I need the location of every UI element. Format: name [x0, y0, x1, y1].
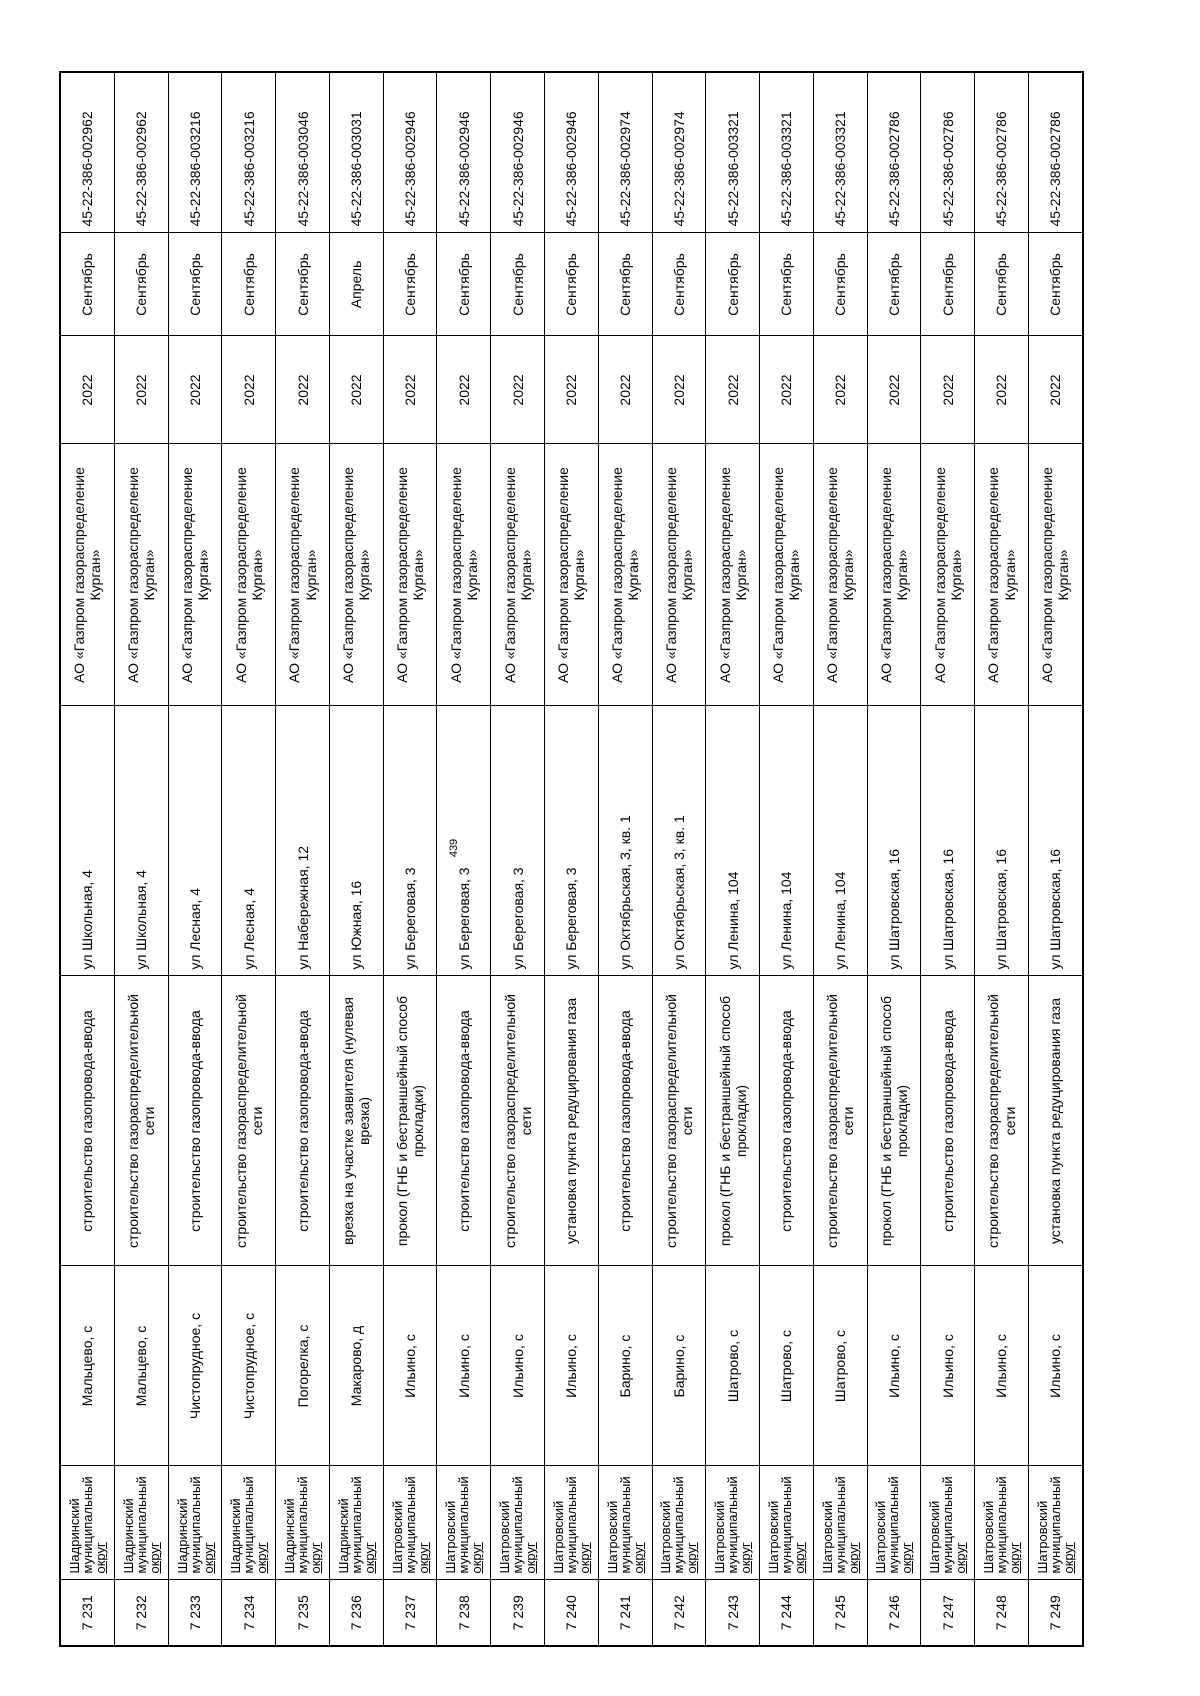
organization-cell: АО «Газпром газораспределение Курган»: [114, 444, 168, 706]
address-cell: ул Лесная, 4: [168, 706, 222, 976]
application-code-cell: 45-22-386-003216: [168, 72, 222, 233]
district-suffix: округ: [738, 1542, 754, 1574]
district-name: Шатровский муниципальный: [1034, 1476, 1063, 1574]
municipal-district-cell: [276, 1466, 330, 1580]
application-code-cell: 45-22-386-003321: [813, 72, 867, 233]
district-name: Шатровский муниципальный: [443, 1476, 472, 1574]
municipal-district-cell: [60, 1466, 114, 1580]
address-cell: ул Лесная, 4: [222, 706, 276, 976]
work-type-cell: прокол (ГНБ и бестраншейный способ прокладки): [867, 976, 921, 1266]
district-name: Шатровский муниципальный: [981, 1476, 1009, 1574]
work-type-cell: строительство газопровода-ввода: [168, 976, 222, 1266]
work-type-cell: строительство газораспределительной сети: [652, 976, 706, 1266]
work-type-cell: строительство газопровода-ввода: [921, 976, 975, 1266]
table-row: [222, 72, 276, 1646]
district-name: Шадринский муниципальный: [282, 1476, 311, 1574]
organization-cell: АО «Газпром газораспределение Курган»: [276, 444, 330, 706]
gas-connection-register-table: [59, 71, 1084, 1647]
municipal-district-cell: [329, 1466, 383, 1580]
settlement-cell: Чистопрудное, с: [222, 1266, 276, 1466]
municipal-district-cell: [975, 1466, 1029, 1580]
municipal-district-cell: [383, 1466, 437, 1580]
district-suffix: округ: [1007, 1542, 1022, 1574]
district-name: Шатровский муниципальный: [658, 1476, 687, 1574]
application-code-cell: 45-22-386-002946: [437, 72, 491, 233]
district-suffix: округ: [899, 1542, 915, 1574]
table-row: [114, 72, 168, 1646]
district-suffix: округ: [1060, 1542, 1076, 1574]
table-row: [598, 72, 652, 1646]
register-table-container: [59, 73, 1084, 1647]
year-cell: 2022: [760, 336, 814, 444]
organization-cell: АО «Газпром газораспределение Курган»: [975, 444, 1029, 706]
address-cell: ул Ленина, 104: [813, 706, 867, 976]
application-code-cell: 45-22-386-002946: [545, 72, 599, 233]
address-cell: ул Береговая, 3: [491, 706, 545, 976]
work-type-cell: строительство газораспределительной сети: [813, 976, 867, 1266]
row-number-cell: 7 245: [813, 1580, 867, 1646]
application-code-cell: 45-22-386-002962: [60, 72, 114, 233]
address-cell: ул Южная, 16: [329, 706, 383, 976]
month-cell: Сентябрь: [760, 233, 814, 336]
settlement-cell: Ильино, с: [383, 1266, 437, 1466]
page-number: 439: [448, 838, 460, 858]
row-number-cell: 7 246: [867, 1580, 921, 1646]
month-cell: Сентябрь: [1028, 233, 1083, 336]
month-cell: Сентябрь: [383, 233, 437, 336]
table-row: [168, 72, 222, 1646]
district-name: Шатровский муниципальный: [712, 1476, 741, 1574]
settlement-cell: Ильино, с: [867, 1266, 921, 1466]
district-suffix: округ: [469, 1542, 485, 1574]
district-suffix: округ: [146, 1542, 162, 1574]
work-type-cell: прокол (ГНБ и бестраншейный способ прокладки): [706, 976, 760, 1266]
year-cell: 2022: [706, 336, 760, 444]
settlement-cell: Ильино, с: [921, 1266, 975, 1466]
month-cell: Сентябрь: [706, 233, 760, 336]
district-suffix: округ: [92, 1542, 108, 1574]
address-cell: ул Октябрьская, 3, кв. 1: [652, 706, 706, 976]
table-row: [813, 72, 867, 1646]
address-cell: ул Береговая, 3: [383, 706, 437, 976]
address-cell: ул Ленина, 104: [706, 706, 760, 976]
row-number-cell: 7 247: [921, 1580, 975, 1646]
year-cell: 2022: [975, 336, 1029, 444]
month-cell: Сентябрь: [276, 233, 330, 336]
row-number-cell: 7 242: [652, 1580, 706, 1646]
organization-cell: АО «Газпром газораспределение Курган»: [329, 444, 383, 706]
work-type-cell: врезка на участке заявителя (нулевая врезка): [329, 976, 383, 1266]
address-cell: ул Школьная, 4: [60, 706, 114, 976]
year-cell: 2022: [383, 336, 437, 444]
organization-cell: АО «Газпром газораспределение Курган»: [437, 444, 491, 706]
year-cell: 2022: [491, 336, 545, 444]
organization-cell: АО «Газпром газораспределение Курган»: [168, 444, 222, 706]
settlement-cell: Шатрово, с: [760, 1266, 814, 1466]
table-row: [867, 72, 921, 1646]
row-number-cell: 7 241: [598, 1580, 652, 1646]
organization-cell: АО «Газпром газораспределение Курган»: [598, 444, 652, 706]
application-code-cell: 45-22-386-003321: [706, 72, 760, 233]
application-code-cell: 45-22-386-002962: [114, 72, 168, 233]
year-cell: 2022: [222, 336, 276, 444]
work-type-cell: строительство газораспределительной сети: [222, 976, 276, 1266]
work-type-cell: строительство газораспределительной сети: [114, 976, 168, 1266]
district-name: Шатровский муниципальный: [873, 1476, 902, 1574]
district-suffix: округ: [308, 1542, 324, 1574]
work-type-cell: строительство газопровода-ввода: [598, 976, 652, 1266]
table-row: [60, 72, 114, 1646]
organization-cell: АО «Газпром газораспределение Курган»: [222, 444, 276, 706]
municipal-district-cell: [598, 1466, 652, 1580]
work-type-cell: установка пункта редуцирования газа: [545, 976, 599, 1266]
row-number-cell: 7 239: [491, 1580, 545, 1646]
year-cell: 2022: [813, 336, 867, 444]
municipal-district-cell: [545, 1466, 599, 1580]
settlement-cell: Ильино, с: [491, 1266, 545, 1466]
settlement-cell: Барино, с: [598, 1266, 652, 1466]
district-name: Шатровский муниципальный: [497, 1476, 526, 1574]
address-cell: ул Шатровская, 16: [867, 706, 921, 976]
year-cell: 2022: [329, 336, 383, 444]
application-code-cell: 45-22-386-002974: [598, 72, 652, 233]
address-cell: ул Ленина, 104: [760, 706, 814, 976]
month-cell: Сентябрь: [975, 233, 1029, 336]
year-cell: 2022: [60, 336, 114, 444]
table-row: [383, 72, 437, 1646]
table-row: [975, 72, 1029, 1646]
municipal-district-cell: [652, 1466, 706, 1580]
address-cell: ул Шатровская, 16: [921, 706, 975, 976]
settlement-cell: Мальцево, с: [114, 1266, 168, 1466]
row-number-cell: 7 243: [706, 1580, 760, 1646]
row-number-cell: 7 238: [437, 1580, 491, 1646]
table-row: [652, 72, 706, 1646]
row-number-cell: 7 240: [545, 1580, 599, 1646]
settlement-cell: Погорелка, с: [276, 1266, 330, 1466]
organization-cell: АО «Газпром газораспределение Курган»: [867, 444, 921, 706]
district-name: Шатровский муниципальный: [550, 1476, 579, 1574]
organization-cell: АО «Газпром газораспределение Курган»: [652, 444, 706, 706]
municipal-district-cell: [491, 1466, 545, 1580]
row-number-cell: 7 248: [975, 1580, 1029, 1646]
municipal-district-cell: [813, 1466, 867, 1580]
district-suffix: округ: [953, 1542, 969, 1574]
district-suffix: округ: [630, 1542, 646, 1574]
district-name: Шатровский муниципальный: [765, 1476, 794, 1574]
address-cell: ул Береговая, 3: [437, 706, 491, 976]
address-cell: ул Береговая, 3: [545, 706, 599, 976]
district-name: Шатровский муниципальный: [389, 1476, 418, 1574]
month-cell: Сентябрь: [813, 233, 867, 336]
address-cell: ул Школьная, 4: [114, 706, 168, 976]
district-suffix: округ: [523, 1542, 539, 1574]
table-row: [706, 72, 760, 1646]
row-number-cell: 7 235: [276, 1580, 330, 1646]
application-code-cell: 45-22-386-003046: [276, 72, 330, 233]
organization-cell: АО «Газпром газораспределение Курган»: [760, 444, 814, 706]
work-type-cell: строительство газопровода-ввода: [760, 976, 814, 1266]
row-number-cell: 7 231: [60, 1580, 114, 1646]
district-name: Шадринский муниципальный: [335, 1476, 364, 1574]
work-type-cell: строительство газораспределительной сети: [975, 976, 1029, 1266]
year-cell: 2022: [545, 336, 599, 444]
row-number-cell: 7 237: [383, 1580, 437, 1646]
year-cell: 2022: [168, 336, 222, 444]
month-cell: Сентябрь: [598, 233, 652, 336]
settlement-cell: Мальцево, с: [60, 1266, 114, 1466]
year-cell: 2022: [921, 336, 975, 444]
district-name: Шадринский муниципальный: [66, 1476, 95, 1574]
application-code-cell: 45-22-386-003321: [760, 72, 814, 233]
district-name: Шатровский муниципальный: [604, 1476, 633, 1574]
municipal-district-cell: [760, 1466, 814, 1580]
application-code-cell: 45-22-386-002946: [383, 72, 437, 233]
year-cell: 2022: [652, 336, 706, 444]
month-cell: Сентябрь: [921, 233, 975, 336]
row-number-cell: 7 236: [329, 1580, 383, 1646]
district-suffix: округ: [684, 1542, 700, 1574]
settlement-cell: Ильино, с: [1028, 1266, 1083, 1466]
district-name: Шатровский муниципальный: [819, 1476, 848, 1574]
district-name: Шадринский муниципальный: [228, 1476, 257, 1574]
organization-cell: АО «Газпром газораспределение Курган»: [813, 444, 867, 706]
district-suffix: округ: [791, 1542, 807, 1574]
month-cell: Сентябрь: [652, 233, 706, 336]
row-number-cell: 7 244: [760, 1580, 814, 1646]
organization-cell: АО «Газпром газораспределение Курган»: [706, 444, 760, 706]
work-type-cell: прокол (ГНБ и бестраншейный способ прокладки): [383, 976, 437, 1266]
month-cell: Сентябрь: [60, 233, 114, 336]
address-cell: ул Шатровская, 16: [1028, 706, 1083, 976]
district-suffix: округ: [415, 1542, 431, 1574]
municipal-district-cell: [168, 1466, 222, 1580]
month-cell: Апрель: [329, 233, 383, 336]
application-code-cell: 45-22-386-002946: [491, 72, 545, 233]
year-cell: 2022: [598, 336, 652, 444]
work-type-cell: строительство газопровода-ввода: [437, 976, 491, 1266]
work-type-cell: строительство газораспределительной сети: [491, 976, 545, 1266]
district-name: Шадринский муниципальный: [174, 1476, 203, 1574]
organization-cell: АО «Газпром газораспределение Курган»: [1028, 444, 1083, 706]
settlement-cell: Шатрово, с: [813, 1266, 867, 1466]
municipal-district-cell: [437, 1466, 491, 1580]
year-cell: 2022: [867, 336, 921, 444]
municipal-district-cell: [706, 1466, 760, 1580]
municipal-district-cell: [222, 1466, 276, 1580]
work-type-cell: установка пункта редуцирования газа: [1028, 976, 1083, 1266]
district-suffix: округ: [200, 1542, 216, 1574]
register-body: [60, 72, 1083, 1646]
year-cell: 2022: [1028, 336, 1083, 444]
organization-cell: АО «Газпром газораспределение Курган»: [491, 444, 545, 706]
district-name: Шадринский муниципальный: [120, 1476, 149, 1574]
table-row: [276, 72, 330, 1646]
table-row: [545, 72, 599, 1646]
address-cell: ул Шатровская, 16: [975, 706, 1029, 976]
settlement-cell: Барино, с: [652, 1266, 706, 1466]
application-code-cell: 45-22-386-002786: [1028, 72, 1083, 233]
organization-cell: АО «Газпром газораспределение Курган»: [545, 444, 599, 706]
address-cell: ул Набережная, 12: [276, 706, 330, 976]
row-number-cell: 7 234: [222, 1580, 276, 1646]
work-type-cell: строительство газопровода-ввода: [276, 976, 330, 1266]
table-row: [329, 72, 383, 1646]
application-code-cell: 45-22-386-002974: [652, 72, 706, 233]
settlement-cell: Шатрово, с: [706, 1266, 760, 1466]
table-row: [760, 72, 814, 1646]
district-suffix: округ: [254, 1542, 270, 1574]
municipal-district-cell: [114, 1466, 168, 1580]
month-cell: Сентябрь: [545, 233, 599, 336]
settlement-cell: Ильино, с: [437, 1266, 491, 1466]
district-suffix: округ: [845, 1542, 861, 1574]
municipal-district-cell: [867, 1466, 921, 1580]
year-cell: 2022: [437, 336, 491, 444]
organization-cell: АО «Газпром газораспределение Курган»: [921, 444, 975, 706]
table-row: [437, 72, 491, 1646]
table-row: [491, 72, 545, 1646]
month-cell: Сентябрь: [437, 233, 491, 336]
application-code-cell: 45-22-386-003216: [222, 72, 276, 233]
application-code-cell: 45-22-386-002786: [867, 72, 921, 233]
month-cell: Сентябрь: [168, 233, 222, 336]
district-name: Шатровский муниципальный: [927, 1476, 956, 1574]
application-code-cell: 45-22-386-003031: [329, 72, 383, 233]
district-suffix: округ: [576, 1542, 592, 1574]
municipal-district-cell: [1028, 1466, 1083, 1580]
settlement-cell: Чистопрудное, с: [168, 1266, 222, 1466]
year-cell: 2022: [114, 336, 168, 444]
table-row: [1028, 72, 1083, 1646]
month-cell: Сентябрь: [114, 233, 168, 336]
row-number-cell: 7 249: [1028, 1580, 1083, 1646]
year-cell: 2022: [276, 336, 330, 444]
application-code-cell: 45-22-386-002786: [921, 72, 975, 233]
row-number-cell: 7 233: [168, 1580, 222, 1646]
organization-cell: АО «Газпром газораспределение Курган»: [60, 444, 114, 706]
month-cell: Сентябрь: [491, 233, 545, 336]
table-row: [921, 72, 975, 1646]
address-cell: ул Октябрьская, 3, кв. 1: [598, 706, 652, 976]
settlement-cell: Ильино, с: [975, 1266, 1029, 1466]
settlement-cell: Ильино, с: [545, 1266, 599, 1466]
organization-cell: АО «Газпром газораспределение Курган»: [383, 444, 437, 706]
month-cell: Сентябрь: [867, 233, 921, 336]
district-suffix: округ: [361, 1542, 377, 1574]
row-number-cell: 7 232: [114, 1580, 168, 1646]
application-code-cell: 45-22-386-002786: [975, 72, 1029, 233]
settlement-cell: Макарово, д: [329, 1266, 383, 1466]
work-type-cell: строительство газопровода-ввода: [60, 976, 114, 1266]
municipal-district-cell: [921, 1466, 975, 1580]
month-cell: Сентябрь: [222, 233, 276, 336]
